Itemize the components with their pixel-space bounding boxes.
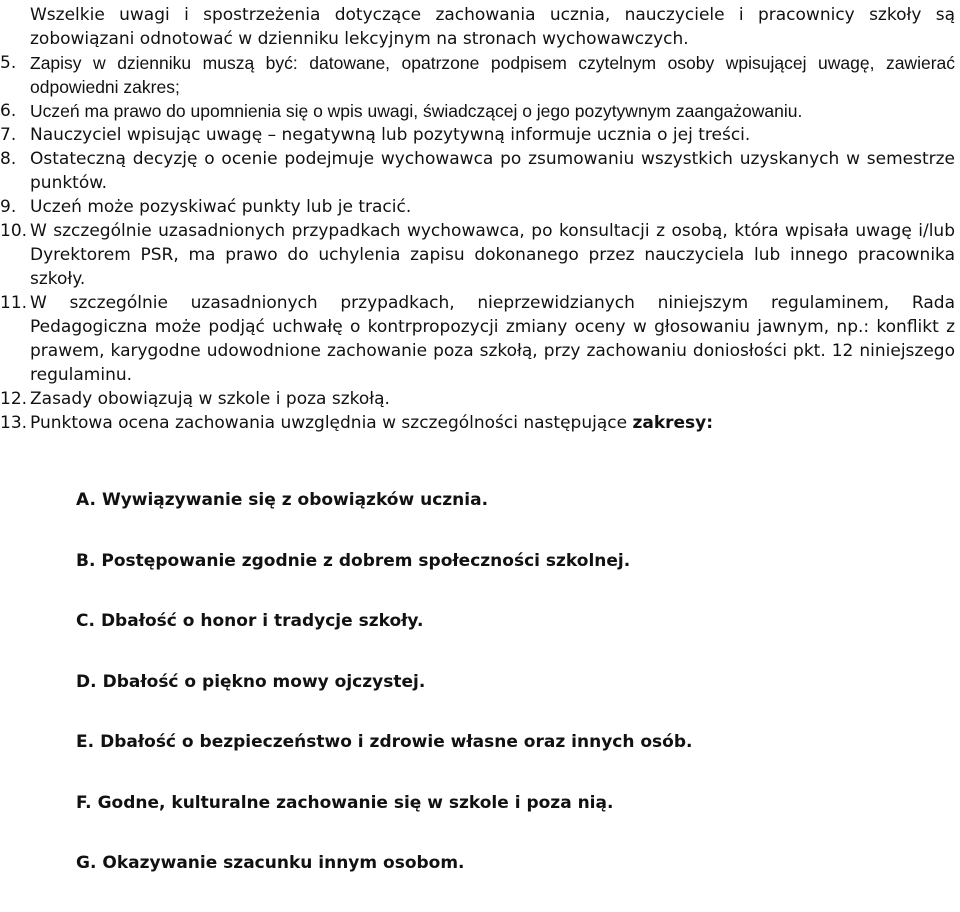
item-number: 6. (0, 101, 17, 121)
item-number: 7. (0, 125, 17, 145)
item-text (30, 411, 955, 435)
item-text: W szczególnie uzasadnionych przypadkach, nieprzewidzianych niniejszym regulaminem, Rada Pedagogiczna może podjąć uchwałę o kontrpropozycji zmiany oceny w głosowaniu jawnym, np.: konflikt z prawem, karygodne udowodnione zachowanie poza szkołą, przy zachowaniu doniosłości pkt. 12 niniejszego regulaminu. (30, 293, 955, 385)
item-number: 11. (0, 293, 28, 313)
scope-text: Postępowanie zgodnie z dobrem społeczności szkolnej. (101, 550, 631, 571)
item-number: 10. (0, 221, 28, 241)
scope-letter: E. (76, 732, 95, 752)
scope-item-g (76, 851, 692, 912)
item-number: 8. (0, 149, 17, 169)
intro-paragraph: Wszelkie uwagi i spostrzeżenia dotyczące zachowania ucznia, nauczyciele i pracownicy szkoły są zobowiązani odnotować w dzienniku lekcyjnym na stronach wychowawczych. (30, 5, 955, 49)
scope-letter: C. (76, 611, 95, 631)
item-text-plain: Punktowa ocena zachowania uwzględnia w szczególności następujące (30, 413, 633, 433)
scope-item-b (76, 549, 692, 610)
item-text: Ostateczną decyzję o ocenie podejmuje wychowawca po zsumowaniu wszystkich uzyskanych w semestrze punktów. (30, 149, 955, 193)
scope-letter: B. (76, 550, 96, 571)
item-text: Nauczyciel wpisując uwagę – negatywną lub pozytywną informuje ucznia o jej treści. (30, 125, 751, 145)
item-number: 12. (0, 389, 28, 409)
scope-letter: F. (76, 792, 92, 813)
list-item-13 (0, 411, 955, 435)
item-number: 5. (0, 53, 17, 73)
list-item-8 (0, 147, 955, 195)
item-text: Uczeń ma prawo do upomnienia się o wpis uwagi, świadczącej o jego pozytywnym zaangażowaniu. (30, 101, 803, 121)
scope-item-d (76, 670, 692, 731)
scope-text: Dbałość o honor i tradycje szkoły. (100, 611, 424, 631)
scope-text: Dbałość o piękno mowy ojczystej. (102, 671, 426, 692)
scope-text: Godne, kulturalne zachowanie się w szkole i poza nią. (97, 792, 614, 813)
document-body (0, 3, 955, 435)
scope-letter: D. (76, 671, 97, 692)
item-text: W szczególnie uzasadnionych przypadkach wychowawca, po konsultacji z osobą, która wpisała uwagę i/lub Dyrektorem PSR, ma prawo do uchylenia zapisu dokonanego przez nauczyciela lub innego pracownika szkoły. (30, 221, 955, 289)
scope-text: Okazywanie szacunku innym osobom. (102, 853, 465, 873)
item-text: Zasady obowiązują w szkole i poza szkołą. (30, 389, 390, 409)
scope-item-e (76, 730, 692, 791)
list-item-9 (0, 195, 955, 219)
item-number: 9. (0, 197, 17, 217)
scope-text: Wywiązywanie się z obowiązków ucznia. (101, 490, 489, 510)
scope-item-c (76, 609, 692, 670)
scope-text: Dbałość o bezpieczeństwo i zdrowie własne oraz innych osób. (100, 732, 693, 752)
list-item-5 (0, 51, 955, 99)
scope-letter: A. (76, 490, 96, 510)
item-number: 13. (0, 413, 28, 433)
scope-list (76, 488, 692, 912)
scope-item-f (76, 791, 692, 852)
item-text: Zapisy w dzienniku muszą być: datowane, opatrzone podpisem czytelnym osoby wpisującej uwagę, zawierać odpowiedni zakres; (30, 53, 955, 97)
list-item-7 (0, 123, 955, 147)
list-item-10 (0, 219, 955, 291)
list-item-11 (0, 291, 955, 387)
scope-letter: G. (76, 853, 97, 873)
scope-item-a (76, 488, 692, 549)
item-text: Uczeń może pozyskiwać punkty lub je tracić. (30, 197, 412, 217)
item-text-bold: zakresy: (632, 413, 714, 433)
list-item-12 (0, 387, 955, 411)
list-item-6 (0, 99, 955, 123)
